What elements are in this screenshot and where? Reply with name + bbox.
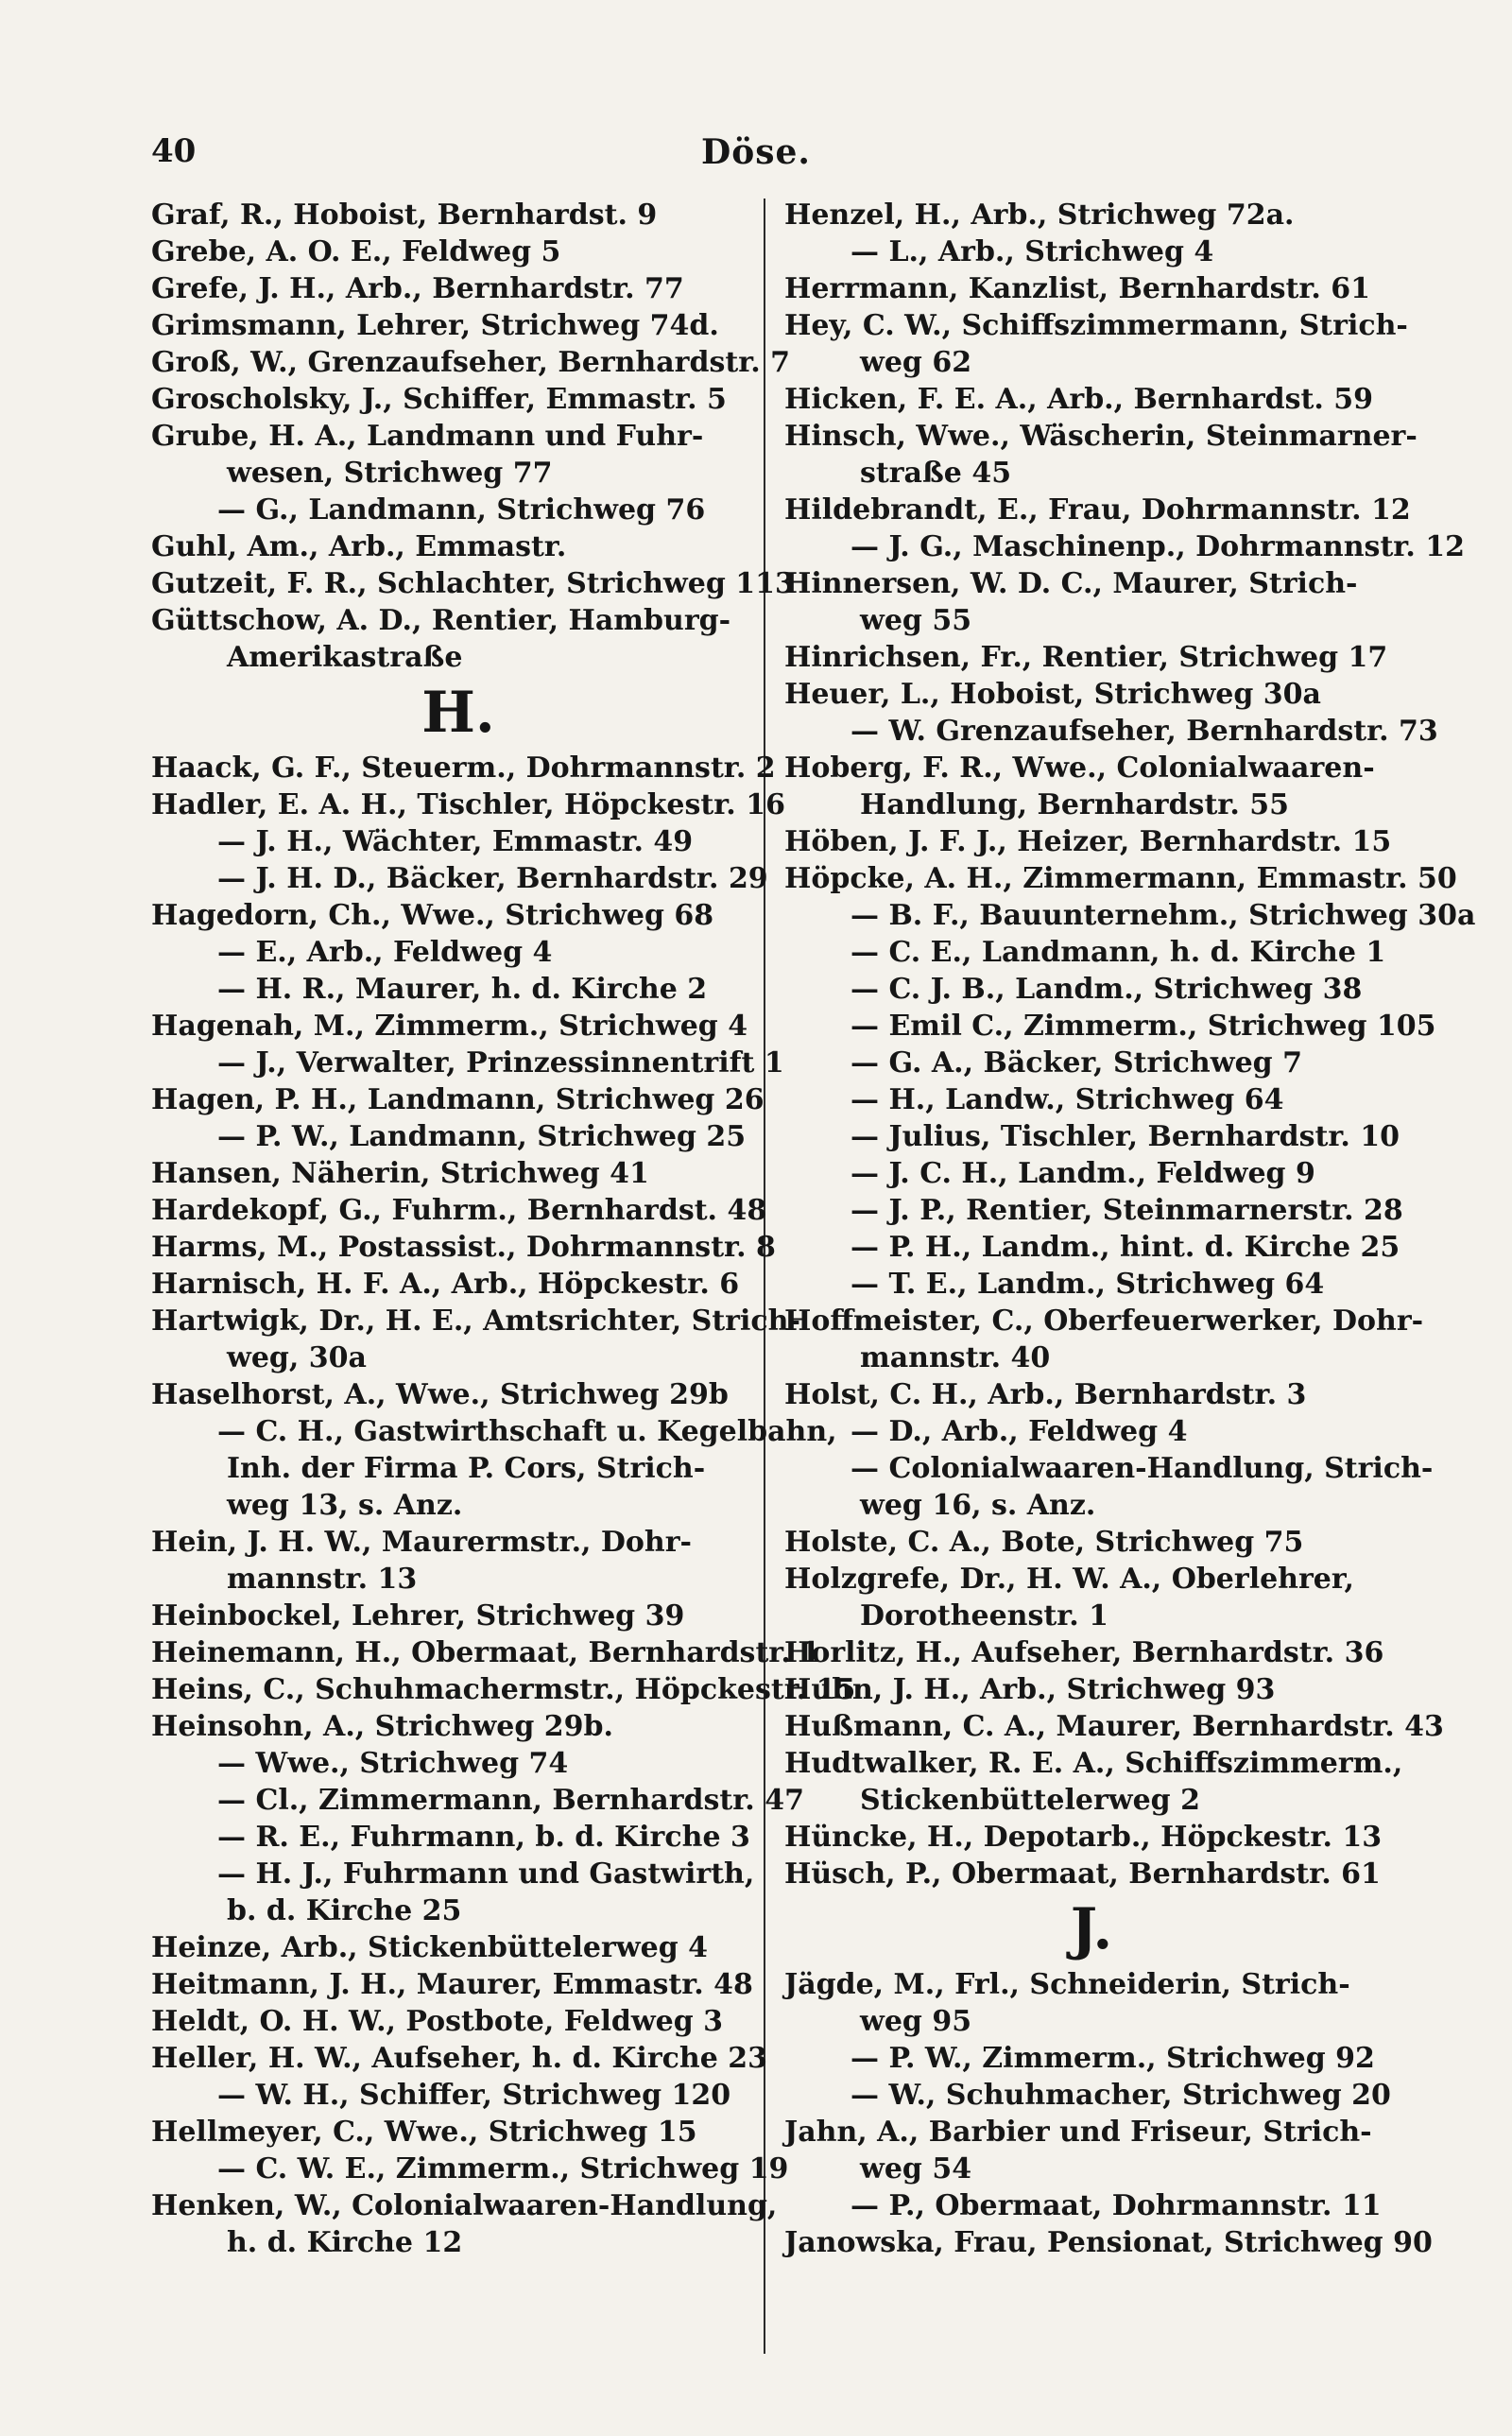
directory-entry: Guhl, Am., Arb., Emmastr. — [151, 530, 567, 563]
directory-entry: Hoffmeister, C., Oberfeuerwerker, Dohr- — [784, 1304, 1424, 1338]
directory-entry: — E., Arb., Feldweg 4 — [217, 936, 553, 969]
directory-entry: Heinemann, H., Obermaat, Bernhardstr. 1 — [151, 1636, 821, 1669]
directory-entry: — J. C. H., Landm., Feldweg 9 — [850, 1157, 1315, 1190]
directory-entry: — C. J. B., Landm., Strichweg 38 — [850, 973, 1363, 1006]
directory-entry: — P. W., Landmann, Strichweg 25 — [217, 1120, 747, 1153]
directory-entry: Herrmann, Kanzlist, Bernhardstr. 61 — [784, 272, 1371, 305]
directory-entry: Heins, C., Schuhmachermstr., Höpckestr. 15 — [151, 1673, 856, 1706]
directory-entry: — J. G., Maschinenp., Dohrmannstr. 12 — [850, 530, 1465, 563]
directory-entry: — C. W. E., Zimmerm., Strichweg 19 — [217, 2152, 789, 2185]
entry-continuation: mannstr. 40 — [860, 1341, 1051, 1374]
directory-entry: — P. W., Zimmerm., Strichweg 92 — [850, 2042, 1375, 2075]
directory-entry: Höpcke, A. H., Zimmermann, Emmastr. 50 — [784, 862, 1457, 895]
entry-continuation: weg 54 — [860, 2152, 972, 2185]
directory-entry: — P. H., Landm., hint. d. Kirche 25 — [850, 1231, 1400, 1264]
right-column — [784, 197, 1476, 2261]
directory-entry: Hußmann, C. A., Maurer, Bernhardstr. 43 — [784, 1710, 1444, 1743]
directory-entry: Heinsohn, A., Strichweg 29b. — [151, 1710, 613, 1743]
directory-entry: — H. R., Maurer, h. d. Kirche 2 — [217, 973, 708, 1006]
directory-entry: Groß, W., Grenzaufseher, Bernhardstr. 7 — [151, 346, 791, 379]
directory-entry: — H. J., Fuhrmann und Gastwirth, — [217, 1857, 755, 1891]
entry-continuation: wesen, Strichweg 77 — [227, 457, 553, 490]
directory-entry: Huhn, J. H., Arb., Strichweg 93 — [784, 1673, 1276, 1706]
directory-entry: — W., Schuhmacher, Strichweg 20 — [850, 2079, 1391, 2112]
directory-entry: Jägde, M., Frl., Schneiderin, Strich- — [784, 1968, 1350, 2001]
entry-continuation: mannstr. 13 — [227, 1563, 418, 1596]
directory-entry: — J. H. D., Bäcker, Bernhardstr. 29 — [217, 862, 768, 895]
entry-continuation: Handlung, Bernhardstr. 55 — [860, 788, 1289, 821]
directory-entry: — Emil C., Zimmerm., Strichweg 105 — [850, 1010, 1436, 1043]
entry-continuation: weg 55 — [860, 604, 972, 637]
section-heading: H. — [421, 680, 495, 746]
entry-continuation: Inh. der Firma P. Cors, Strich- — [227, 1452, 706, 1485]
directory-entry: — B. F., Bauunternehm., Strichweg 30a — [850, 899, 1476, 932]
directory-entry: Holzgrefe, Dr., H. W. A., Oberlehrer, — [784, 1563, 1354, 1596]
directory-entry: Heinbockel, Lehrer, Strichweg 39 — [151, 1599, 685, 1633]
page-header — [151, 132, 1361, 180]
directory-entry: Janowska, Frau, Pensionat, Strichweg 90 — [784, 2226, 1433, 2259]
entry-continuation: weg 62 — [860, 346, 972, 379]
directory-entry: Grube, H. A., Landmann und Fuhr- — [151, 420, 704, 453]
directory-entry: Höben, J. F. J., Heizer, Bernhardstr. 15 — [784, 825, 1392, 858]
entry-continuation: Amerikastraße — [227, 641, 463, 674]
directory-entry: — Cl., Zimmermann, Bernhardstr. 47 — [217, 1784, 804, 1817]
directory-entry: — P., Obermaat, Dohrmannstr. 11 — [850, 2189, 1382, 2222]
directory-entry: Groscholsky, J., Schiffer, Emmastr. 5 — [151, 383, 727, 416]
directory-entry: Henzel, H., Arb., Strichweg 72a. — [784, 199, 1295, 232]
directory-entry: Hagenah, M., Zimmerm., Strichweg 4 — [151, 1010, 748, 1043]
directory-entry: Heinze, Arb., Stickenbüttelerweg 4 — [151, 1931, 708, 1964]
directory-entry: Jahn, A., Barbier und Friseur, Strich- — [784, 2116, 1372, 2149]
directory-entry: — T. E., Landm., Strichweg 64 — [850, 1268, 1325, 1301]
directory-entry: Heldt, O. H. W., Postbote, Feldweg 3 — [151, 2005, 724, 2038]
directory-entry: Holste, C. A., Bote, Strichweg 75 — [784, 1526, 1304, 1559]
entry-continuation: b. d. Kirche 25 — [227, 1894, 462, 1927]
directory-entry: Grimsmann, Lehrer, Strichweg 74d. — [151, 309, 719, 342]
entry-continuation: weg 16, s. Anz. — [860, 1489, 1096, 1522]
directory-entry: Harnisch, H. F. A., Arb., Höpckestr. 6 — [151, 1268, 740, 1301]
directory-entry: Heuer, L., Hoboist, Strichweg 30a — [784, 678, 1321, 711]
directory-entry: Hansen, Näherin, Strichweg 41 — [151, 1157, 649, 1190]
directory-entry: — J. H., Wächter, Emmastr. 49 — [217, 825, 694, 858]
directory-entry: Hey, C. W., Schiffszimmermann, Strich- — [784, 309, 1408, 342]
directory-entry: — W. Grenzaufseher, Bernhardstr. 73 — [850, 715, 1438, 748]
directory-entry: — Colonialwaaren-Handlung, Strich- — [850, 1452, 1434, 1485]
entry-continuation: weg 95 — [860, 2005, 972, 2038]
directory-entry: — L., Arb., Strichweg 4 — [850, 235, 1214, 268]
directory-entry: Harms, M., Postassist., Dohrmannstr. 8 — [151, 1231, 776, 1264]
directory-entry: — J. P., Rentier, Steinmarnerstr. 28 — [850, 1194, 1403, 1227]
directory-entry: — C. H., Gastwirthschaft u. Kegelbahn, — [217, 1415, 837, 1448]
entry-continuation: weg 13, s. Anz. — [227, 1489, 463, 1522]
entry-continuation: straße 45 — [860, 457, 1012, 490]
directory-entry: — G., Landmann, Strichweg 76 — [217, 493, 706, 527]
page-title: Döse. — [701, 132, 811, 172]
directory-entry: Grebe, A. O. E., Feldweg 5 — [151, 235, 561, 268]
directory-entry: Grefe, J. H., Arb., Bernhardstr. 77 — [151, 272, 684, 305]
directory-entry: Hudtwalker, R. E. A., Schiffszimmerm., — [784, 1747, 1403, 1780]
directory-entry: — J., Verwalter, Prinzessinnentrift 1 — [217, 1046, 784, 1080]
directory-entry: Hinnersen, W. D. C., Maurer, Strich- — [784, 567, 1358, 600]
directory-entry: Hoberg, F. R., Wwe., Colonialwaaren- — [784, 752, 1375, 785]
directory-entry: Hein, J. H. W., Maurermstr., Dohr- — [151, 1526, 692, 1559]
directory-entry: Haack, G. F., Steuerm., Dohrmannstr. 2 — [151, 752, 776, 785]
entry-continuation: Dorotheenstr. 1 — [860, 1599, 1109, 1633]
directory-entry: Henken, W., Colonialwaaren-Handlung, — [151, 2189, 778, 2222]
directory-entry: — C. E., Landmann, h. d. Kirche 1 — [850, 936, 1386, 969]
directory-entry: — Wwe., Strichweg 74 — [217, 1747, 569, 1780]
directory-entry: Hellmeyer, C., Wwe., Strichweg 15 — [151, 2116, 697, 2149]
entry-continuation: Stickenbüttelerweg 2 — [860, 1784, 1200, 1817]
directory-entry: Haselhorst, A., Wwe., Strichweg 29b — [151, 1378, 729, 1411]
page-number: 40 — [151, 132, 197, 170]
directory-entry: Hüncke, H., Depotarb., Höpckestr. 13 — [784, 1821, 1383, 1854]
directory-entry: — Julius, Tischler, Bernhardstr. 10 — [850, 1120, 1400, 1153]
directory-entry: Hicken, F. E. A., Arb., Bernhardst. 59 — [784, 383, 1373, 416]
directory-entry: — D., Arb., Feldweg 4 — [850, 1415, 1188, 1448]
directory-entry: — H., Landw., Strichweg 64 — [850, 1083, 1284, 1116]
directory-entry: Holst, C. H., Arb., Bernhardstr. 3 — [784, 1378, 1307, 1411]
directory-entry: Hartwigk, Dr., H. E., Amtsrichter, Strich- — [151, 1304, 800, 1338]
left-column — [151, 197, 856, 2261]
entry-continuation: weg, 30a — [227, 1341, 367, 1374]
directory-entry: — G. A., Bäcker, Strichweg 7 — [850, 1046, 1302, 1080]
directory-entry: Hildebrandt, E., Frau, Dohrmannstr. 12 — [784, 493, 1411, 527]
section-heading: J. — [1070, 1896, 1113, 1962]
directory-entry: Hinrichsen, Fr., Rentier, Strichweg 17 — [784, 641, 1388, 674]
directory-entry: Hadler, E. A. H., Tischler, Höpckestr. 16 — [151, 788, 785, 821]
directory-entry: — R. E., Fuhrmann, b. d. Kirche 3 — [217, 1821, 750, 1854]
directory-entry: Horlitz, H., Aufseher, Bernhardstr. 36 — [784, 1636, 1384, 1669]
directory-entry: Heitmann, J. H., Maurer, Emmastr. 48 — [151, 1968, 753, 2001]
directory-entry: Hagen, P. H., Landmann, Strichweg 26 — [151, 1083, 765, 1116]
entry-continuation: h. d. Kirche 12 — [227, 2226, 463, 2259]
directory-entry: Graf, R., Hoboist, Bernhardst. 9 — [151, 199, 658, 232]
directory-entry: Hinsch, Wwe., Wäscherin, Steinmarner- — [784, 420, 1418, 453]
directory-entry: Hardekopf, G., Fuhrm., Bernhardst. 48 — [151, 1194, 767, 1227]
directory-entry: Güttschow, A. D., Rentier, Hamburg- — [151, 604, 731, 637]
directory-entry: Gutzeit, F. R., Schlachter, Strichweg 113 — [151, 567, 795, 600]
directory-entry: Hagedorn, Ch., Wwe., Strichweg 68 — [151, 899, 714, 932]
directory-entry: — W. H., Schiffer, Strichweg 120 — [217, 2079, 731, 2112]
directory-entry: Hüsch, P., Obermaat, Bernhardstr. 61 — [784, 1857, 1381, 1891]
directory-entry: Heller, H. W., Aufseher, h. d. Kirche 23 — [151, 2042, 767, 2075]
